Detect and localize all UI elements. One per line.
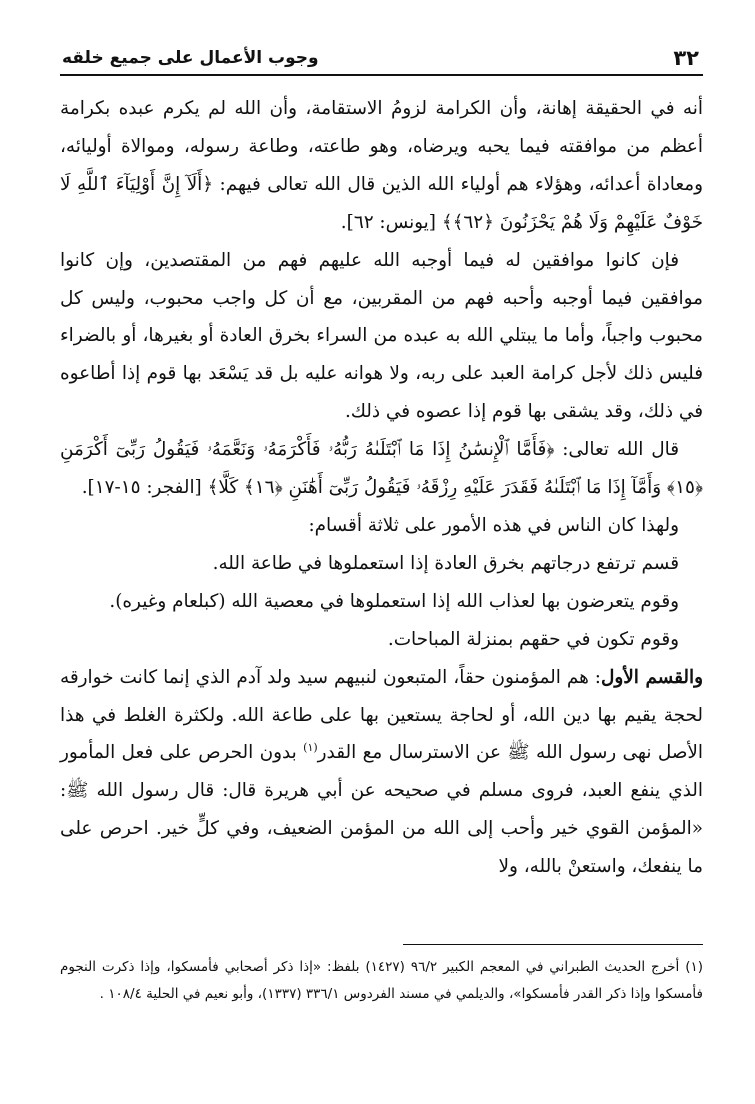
paragraph-8-text-a: : هم المؤمنون حقاً، المتبعون لنبيهم سيد ولد آدم الذي إنما كانت خوارقه لحجة يقيم بها دين الله، أو لحاجة يستعين بها على طاعة الله. ولكثرة الغلط في هذا الأصل نهى رسول الله ﷺ عن الاسترسال مع القدر [60, 666, 703, 764]
running-title: وجوب الأعمال على جميع خلقه [62, 48, 319, 68]
paragraph-6: وقوم يتعرضون بها لعذاب الله إذا استعملوها في معصية الله (كبلعام وغيره). [109, 590, 679, 612]
paragraph-8-text-b: بدون الحرص على فعل المأمور الذي ينفع العبد، فروى مسلم في صحيحه عن أبي هريرة قال: قال رسول الله ﷺ: «المؤمن القوي خير وأحب إلى الله من المؤمن الضعيف، وفي كلٍّ خير. احرص على ما ينفعك، واستعنْ بالله، ولا [60, 742, 703, 878]
paragraph-8 [60, 659, 703, 886]
paragraph-7: وقوم تكون في حقهم بمنزلة المباحات. [387, 628, 679, 650]
main-text [60, 90, 703, 886]
footnotes [60, 954, 703, 1008]
page-header [60, 40, 703, 76]
paragraph-3-quran-quote: قال الله تعالى: ﴿فَأَمَّا ٱلْإِنسَٰنُ إِذَا مَا ٱبْتَلَىٰهُ رَبُّهُۥ فَأَكْرَمَهُۥ وَنَعَّمَهُۥ فَيَقُولُ رَبِّىٓ أَكْرَمَنِ ﴿١٥﴾ وَأَمَّآ إِذَا مَا ٱبْتَلَىٰهُ فَقَدَرَ عَلَيْهِ رِزْقَهُۥ فَيَقُولُ رَبِّىٓ أَهَٰنَنِ ﴿١٦﴾ كَلَّا﴾ [الفجر: ١٥-١٧]. [60, 439, 703, 499]
section-lead: والقسم الأول [601, 666, 703, 688]
footnote-separator [403, 944, 703, 945]
paragraph-2: فإن كانوا موافقين له فيما أوجبه الله عليهم فهم من المقتصدين، وإن كانوا موافقين فيما أوجبه وأحبه فهم من المقربين، مع أن كل واجب محبوب، وليس كل محبوب واجباً، وأما ما يبتلي الله به عبده من السراء بخرق العادة أو بغيرها، أو بالضراء فليس ذلك لأجل كرامة العبد على ربه، ولا هوانه عليه بل قد يَسْعَد بها قوم إذا أطاعوه في ذلك، وقد يشقى بها قوم إذا عصوه في ذلك. [60, 249, 703, 423]
footnote-1: (١) أخرج الحديث الطبراني في المعجم الكبير ٩٦/٢ (١٤٢٧) بلفظ: «إذا ذكر أصحابي فأمسكوا، وإذا ذكرت النجوم فأمسكوا وإذا ذكر القدر فأمسكوا»، والديلمي في مسند الفردوس ٣٣٦/١ (١٣٣٧)، وأبو نعيم في الحلية ١٠٨/٤ . [60, 959, 704, 1002]
paragraph-5: قسم ترتفع درجاتهم بخرق العادة إذا استعملوها في طاعة الله. [212, 552, 679, 574]
page-number: ٣٢ [673, 46, 699, 70]
paragraph-1: أنه في الحقيقة إهانة، وأن الكرامة لزومُ الاستقامة، وأن الله لم يكرم عبده بكرامة أعظم من موافقته فيما يحبه ويرضاه، وهو طاعته، وطاعة رسوله، وموالاة أوليائه، ومعاداة أعدائه، وهؤلاء هم أولياء الله الذين قال الله تعالى فيهم: ﴿أَلَآ إِنَّ أَوْلِيَآءَ ٱللَّهِ لَا خَوْفٌ عَلَيْهِمْ وَلَا هُمْ يَحْزَنُونَ ﴿٦٢﴾﴾ [يونس: ٦٢]. [60, 98, 703, 233]
book-page [60, 40, 703, 1080]
footnote-marker: (١) [303, 741, 318, 755]
paragraph-4: ولهذا كان الناس في هذه الأمور على ثلاثة أقسام: [308, 514, 679, 536]
